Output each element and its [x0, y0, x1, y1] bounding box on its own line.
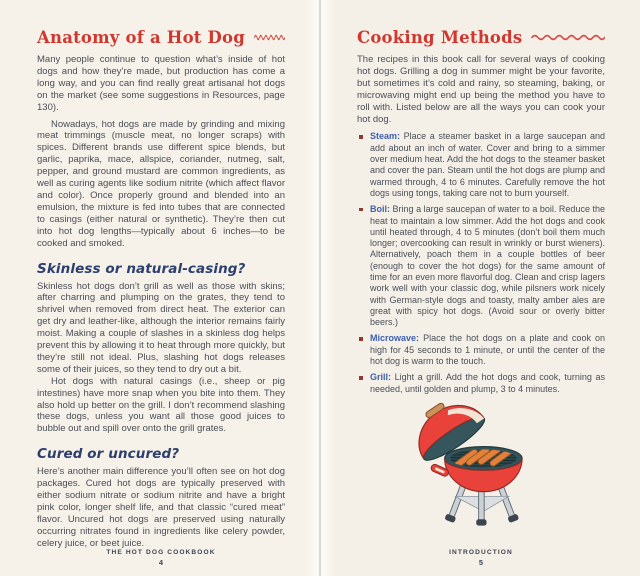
squiggle-icon — [254, 33, 285, 42]
list-item-boil — [357, 204, 605, 328]
method-text: Place the hot dogs on a plate and cook on high for 45 seconds to 1 minute, or until the center of the hot dog is warm to the touch. — [370, 333, 605, 367]
right-page-title: Cooking Methods — [357, 28, 523, 47]
paragraph: Here’s another main difference you’ll often see on hot dog packages. Cured hot dogs are typically preserved with either sodium nitrate or sodium nitrite and have a bright pink color, longer shelf life, and that classic “cured meat” flavor. Uncured hot dogs are preserved using naturally occurring nitrates found in ingredients like celery powder, celery juice, or beet juice. — [37, 466, 285, 549]
paragraph: The recipes in this book call for several ways of cooking hot dogs. Grilling a dog in summer might be your favorite, but sometimes it’s cold and rainy, so steaming, baking, or microwaving might end up being the method you have to roll with. Listed below are all the ways you can cook your hot dog. — [357, 54, 605, 125]
method-term: Grill: — [370, 372, 392, 383]
method-term: Microwave: — [370, 333, 420, 344]
list-item-steam — [357, 131, 605, 199]
bullet-square-icon — [359, 337, 363, 341]
illustration-container — [357, 400, 605, 533]
method-term: Boil: — [370, 204, 390, 215]
right-page-footer — [357, 549, 605, 567]
list-item-grill — [357, 372, 605, 395]
paragraph: Nowadays, hot dogs are made by grinding and mixing meat trimmings (muscle meat, no longer scraps) with spices. Different brands use different spice blends, but garlic, paprika, mace, allspice, coriander, nutmeg, salt, pepper, and ground mustard are common ingredients, as well as curing agents like sodium nitrite (which affect flavor and color). Once properly ground and blended into an emulsion, the mixture is fed into tubes that are connected to casings (either natural or synthetic). They’re then cut into hot dog lengths—typically about 6 inches—to be cooked and smoked. — [37, 118, 285, 249]
right-heading-row — [357, 28, 605, 47]
method-term: Steam: — [370, 131, 401, 142]
right-page — [320, 0, 640, 576]
bullet-square-icon — [359, 208, 363, 212]
subheading-cured: Cured or uncured? — [37, 446, 180, 463]
subheading-skinless: Skinless or natural-casing? — [37, 260, 246, 277]
list-item-microwave — [357, 333, 605, 367]
paragraph: Many people continue to question what’s inside of hot dogs and how they’re made, but production has come a long way, and you can find really great artisanal hot dogs on the market (see some suggestions in Resources, page 130). — [37, 54, 285, 113]
squiggle-icon — [531, 33, 605, 42]
kettle-grill-illustration — [415, 400, 547, 528]
cooking-methods-list — [357, 131, 605, 395]
left-page-footer — [37, 549, 285, 567]
left-heading-row — [37, 28, 285, 47]
paragraph: Skinless hot dogs don’t grill as well as those with skins; after charring and plumping on the grates, they tend to shrivel when removed from direct heat. The exterior can get dry and leather-like, although the interior remains fairly moist. Making a couple of slashes in a skinless dog helps prevent this by allowing it to heat through more quickly, but they’re still not ideal. Plus, slashing hot dogs releases some of their juices, so they tend to dry out a bit. — [37, 280, 285, 375]
method-text: Place a steamer basket in a large saucepan and add about an inch of water. Cover and bring to a simmer over medium heat. Add the hot dogs to the steamer basket and cover the pan. Steam until the hot dogs are plump and warmed through, 4 to 6 minutes. Carefully remove the hot dogs using tongs, taking care not to burn yourself. — [370, 131, 605, 198]
paragraph: Hot dogs with natural casings (i.e., sheep or pig intestines) have more snap when you bite into them. They also hold up better on the grill. I don’t recommend slashing these dogs, unless you want all those good juices to bubble out and spill over onto the grill grates. — [37, 375, 285, 435]
bullet-square-icon — [359, 376, 363, 380]
left-page-title: Anatomy of a Hot Dog — [37, 28, 246, 47]
method-text: Light a grill. Add the hot dogs and cook, turning as needed, until golden and plump, 3 to 4 minutes. — [370, 372, 605, 394]
page-number: 5 — [478, 558, 484, 567]
running-foot-section-title: INTRODUCTION — [449, 549, 513, 556]
running-foot-book-title: THE HOT DOG COOKBOOK — [106, 549, 216, 556]
page-number: 4 — [158, 558, 164, 567]
method-text: Bring a large saucepan of water to a boil. Reduce the heat to maintain a low simmer. Add the hot dogs and cook until heated through, 4 to 5 minutes (don’t boil them much longer; overcooking can result in wrinkly or burst wieners). Alternatively, poach them in a couple bottles of beer (enough to cover the hot dogs) for the same amount of time for an even more flavorful dog. Clean and crisp lagers work well with your classic dog, while pilsners work nicely with German-style dogs and toasty, malty amber ales are great with spicy hot dogs. (Avoid sour or overly bitter beers.) — [370, 204, 605, 328]
bullet-square-icon — [359, 135, 363, 139]
